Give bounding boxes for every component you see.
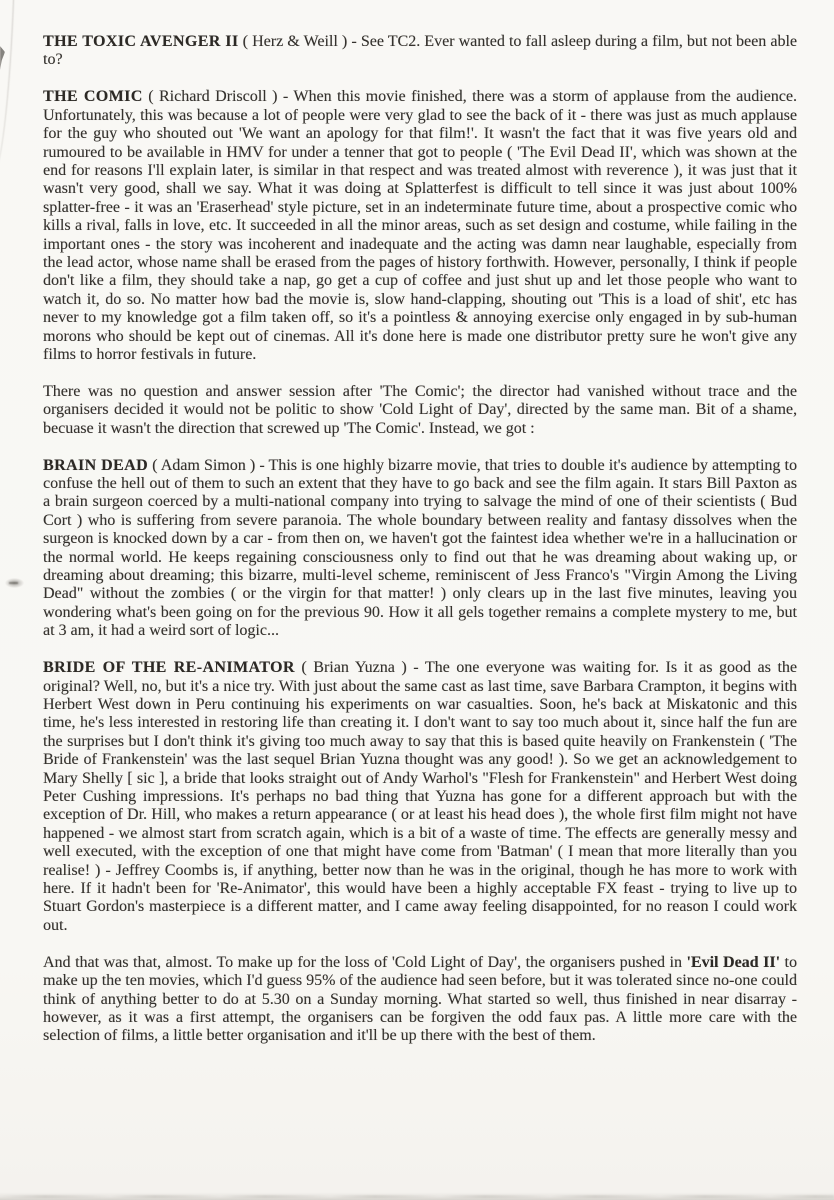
film-title-toxic-avenger-2: THE TOXIC AVENGER II — [43, 33, 239, 50]
paragraph-closing-remarks — [43, 954, 797, 1046]
scan-bottom-dashes-artifact — [0, 1195, 834, 1198]
review-bride-of-re-animator — [43, 659, 797, 935]
review-body-brain-dead: ( Adam Simon ) - This is one highly bizarre movie, that tries to double it's audience by attempting to confuse the hell out of them to such an extent that they have to go back and see the film again. It stars Bill Paxton as a brain surgeon coerced by a multi-national company into trying to salvage the mind of one of their scientists ( Bud Cort ) who is suffering from severe paranoia. The whole boundary between reality and fantasy dissolves when the surgeon is knocked down by a car - from then on, we haven't got the faintest idea whether we're in a hallucination or the normal world. He keeps regaining consciousness only to find out that he was dreaming about waking up, or dreaming about dreaming; this bizarre, multi-level scheme, reminiscent of Jess Franco's "Virgin Among the Living Dead" without the zombies ( or the virgin for that matter! ) only clears up in the last five minutes, leaving you wondering what's been going on for the previous 90. How it all gels together remains a complete mystery to me, but at 3 am, it had a weird sort of logic... — [43, 456, 797, 640]
scan-bottom-edge-artifact — [0, 1192, 834, 1200]
review-body-bride-of-re-animator: ( Brian Yuzna ) - The one everyone was waiting for. Is it as good as the original? Well, no, but it's a nice try. With just about the same cast as last time, save Barbara Crampton, it begins with Herbert West down in Peru continuing his experiments on war casualties. Soon, he's back at Miskatonic and this time, he's less interested in restoring life than creating it. I don't want to say too much about it, since half the fun are the surprises but I don't think it's giving too much away to say that this is based quite heavily on Frankenstein ( 'The Bride of Frankenstein' was the last sequel Brian Yuzna thought was any good! ). So we get an acknowledgement to Mary Shelly [ sic ], a bride that looks straight out of Andy Warhol's "Flesh for Frankenstein" and Herbert West doing Peter Cushing impressions. It's perhaps no bad thing that Yuzna has gone for a different approach but with the exception of Dr. Hill, who makes a return appearance ( or at least his head does ), the whole first film might not have happened - we almost start from scratch again, which is a bit of a waste of time. The effects are generally messy and well executed, with the exception of one that might have come from 'Batman' ( I mean that more literally than you realise! ) - Jeffrey Coombs is, if anything, better now than he was in the original, though he has more to work with here. If it hadn't been for 'Re-Animator', this would have been a highly acceptable FX feast - trying to live up to Stuart Gordon's masterpiece is a different matter, and I came away feeling disappointed, for no reason I could work out. — [43, 659, 797, 934]
scan-crease-artifact — [0, 0, 14, 179]
scan-corner-nick-artifact — [0, 46, 5, 70]
closing-remarks-text-start: And that was that, almost. To make up for the loss of 'Cold Light of Day', the organisers pushed in — [43, 953, 687, 971]
film-title-bride-of-re-animator: BRIDE OF THE RE-ANIMATOR — [43, 659, 295, 677]
film-title-brain-dead: BRAIN DEAD — [43, 456, 149, 474]
review-brain-dead — [43, 457, 797, 641]
closing-remarks-text-end: to make up the ten movies, which I'd guess 95% of the audience had seen before, but it was tolerated since no-one could think of anything better to do at 5.30 on a Sunday morning. What started so well, thus finished in near disarray - however, as it was a first attempt, the organisers can be forgiven the odd faux pas. A little more care with the selection of films, a little better organisation and it'll be up there with the best of them. — [43, 953, 797, 1045]
scan-smudge-artifact — [5, 578, 24, 588]
film-title-evil-dead-2-inline: 'Evil Dead II' — [686, 953, 781, 971]
paragraph-no-qa-session — [43, 383, 797, 438]
film-title-the-comic: THE COMIC — [43, 88, 143, 106]
no-qa-session-text: There was no question and answer session after 'The Comic'; the director had vanished without trace and the organisers decided it would not be politic to show 'Cold Light of Day', directed by the same man. Bit of a shame, becuase it wasn't the direction that screwed up 'The Comic'. Instead, we got : — [43, 382, 797, 437]
page-content — [43, 33, 797, 1064]
review-body-toxic-avenger-2: ( Herz & Weill ) - See TC2. Ever wanted to fall asleep during a film, but not been able to? — [43, 33, 797, 69]
review-body-the-comic: ( Richard Driscoll ) - When this movie finished, there was a storm of applause from the audience. Unfortunately, this was because a lot of people were very glad to see the back of it - there was just as much applause for the guy who shouted out 'We want an apology for that film!'. It wasn't the fact that it was five years old and rumoured to be available in HMV for under a tenner that got to people ( 'The Evil Dead II', which was shown at the end for reasons I'll explain later, is similar in that respect and was treated almost with reverence ), it was just that it wasn't very good, shall we say. What it was doing at Splatterfest is difficult to tell since it was just about 100% splatter-free - it was an 'Eraserhead' style picture, set in an indeterminate future time, about a prospective comic who kills a rival, falls in love, etc. It succeeded in all the minor areas, such as set design and costume, while failing in the important ones - the story was incoherent and inadequate and the acting was damn near laughable, especially from the lead actor, whose name shall be erased from the pages of history forthwith. However, personally, I think if people don't like a film, they should take a nap, go get a cup of coffee and just shut up and let those people who want to watch it, do so. No matter how bad the movie is, slow hand-clapping, shouting out 'This is a load of shit', etc has never to my knowledge got a film taken off, so it's a pointless & annoying exercise only engaged in by sub-human morons who should be kept out of cinemas. All it's done here is made one distributor pretty sure he won't give any films to horror festivals in future. — [43, 88, 797, 363]
review-the-comic — [43, 88, 797, 364]
review-toxic-avenger-2 — [43, 33, 797, 70]
